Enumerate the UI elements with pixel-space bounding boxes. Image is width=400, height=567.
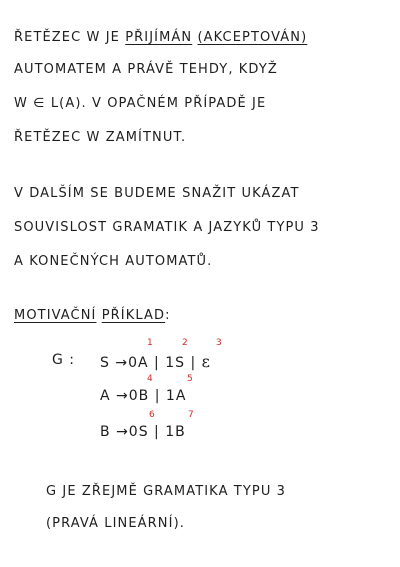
rule-alternative: 1S xyxy=(165,355,185,371)
rule-lhs: A xyxy=(100,388,111,404)
separator: | xyxy=(154,388,161,404)
heading-word: MOTIVAČNÍ xyxy=(14,308,97,323)
text-line: ŘETĚZEC W ZAMÍTNUT. xyxy=(14,130,187,145)
grammar-rule xyxy=(100,352,211,371)
rule-lhs: B xyxy=(100,424,111,440)
grammar-rule xyxy=(100,388,186,404)
rule-arrow: → xyxy=(116,388,129,404)
rule-number: 7 xyxy=(188,410,194,420)
rule-lhs: S xyxy=(100,355,110,371)
rule-number: 6 xyxy=(149,410,155,420)
heading-word: PŘÍKLAD xyxy=(101,308,166,323)
rule-number: 3 xyxy=(216,338,222,348)
text-line: SOUVISLOST GRAMATIK A JAZYKŮ TYPU 3 xyxy=(14,220,320,235)
rule-alternative: 0A xyxy=(128,355,149,371)
heading-colon: : xyxy=(165,308,171,323)
text-fragment: ŘETĚZEC W JE xyxy=(14,30,120,45)
rule-alternative: 0S xyxy=(128,424,149,440)
grammar-label: G : xyxy=(52,352,76,368)
rule-number: 4 xyxy=(147,374,153,384)
rule-arrow: → xyxy=(115,355,129,371)
rule-alternative: 1B xyxy=(165,424,186,440)
rule-alternative: 0B xyxy=(128,388,150,404)
text-line: AUTOMATEM A PRÁVĚ TEHDY, KDYŽ xyxy=(14,62,278,77)
underlined-term: (AKCEPTOVÁN) xyxy=(197,30,308,45)
rule-number: 5 xyxy=(187,374,193,384)
separator: | xyxy=(190,355,197,371)
text-line: W ∈ L(A). V OPAČNÉM PŘÍPADĚ JE xyxy=(14,96,267,111)
example-heading xyxy=(14,308,171,323)
underlined-term: PŘIJÍMÁN xyxy=(125,30,193,45)
text-line: A KONEČNÝCH AUTOMATŮ. xyxy=(14,254,213,269)
text-line xyxy=(14,30,307,45)
rule-alternative: ε xyxy=(201,352,211,371)
rule-number: 1 xyxy=(147,338,153,348)
rule-alternative: 1A xyxy=(165,388,187,404)
text-line: (PRAVÁ LINEÁRNÍ). xyxy=(46,516,185,531)
grammar-rule xyxy=(100,424,186,440)
text-line: V DALŠÍM SE BUDEME SNAŽIT UKÁZAT xyxy=(14,186,300,201)
text-line: G JE ZŘEJMĚ GRAMATIKA TYPU 3 xyxy=(46,484,287,499)
rule-number: 2 xyxy=(182,338,188,348)
separator: | xyxy=(154,355,160,371)
rule-arrow: → xyxy=(116,424,129,440)
separator: | xyxy=(154,424,160,440)
